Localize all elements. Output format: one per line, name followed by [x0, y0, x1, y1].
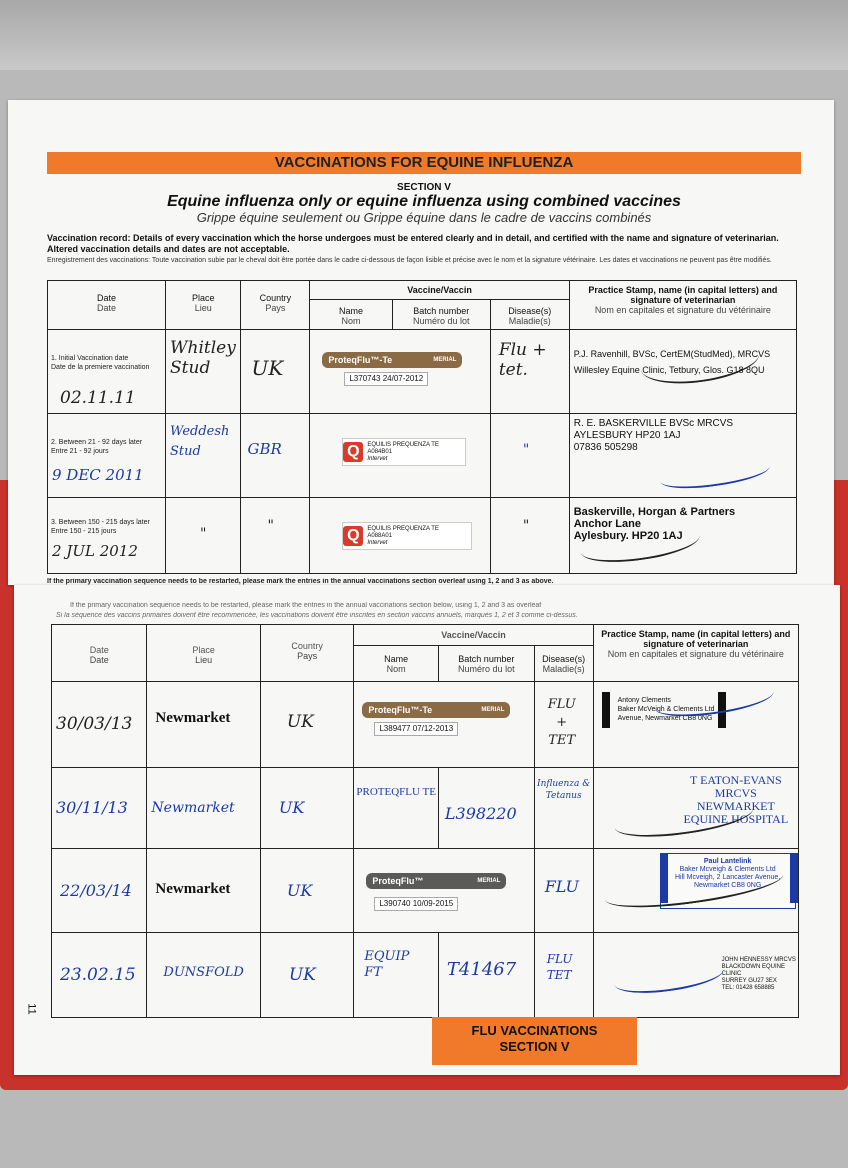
- vet-practice: Baker Mcveigh & Clements Ltd: [679, 866, 776, 873]
- vaccine-name: ProteqFlu™-Te: [328, 355, 393, 365]
- col-country-fr: Pays: [265, 303, 286, 313]
- col-date: Date: [89, 645, 109, 655]
- col-batch: Batch number: [413, 306, 470, 316]
- vaccine-name: EQUILIS PREQUENZA TE: [367, 441, 439, 448]
- vaccination-date: 22/03/14: [60, 881, 132, 900]
- record-instructions: Vaccination record: Details of every vaccination which the horse undergoes must be entered clearly and in detail, and certified with the name and signature of veterinarian. Altered vaccination details and dates are not acceptable.: [47, 233, 779, 254]
- vaccine-name: ProteqFlu™: [372, 876, 424, 886]
- batch-number: A088A01: [367, 532, 393, 539]
- disease: ": [522, 442, 530, 458]
- row-label: 1. Initial Vaccination date: [51, 355, 129, 362]
- row-label: 2. Between 21 - 92 days later: [51, 439, 143, 446]
- restart-note: If the primary vaccination sequence needs to be restarted, please mark the entries in the annual vaccinations section overleaf using 1, 2 and 3 as above.: [47, 578, 554, 585]
- batch-number: A084B01: [367, 448, 393, 455]
- vaccine-maker: MERIAL: [433, 357, 457, 363]
- primary-row: [48, 414, 797, 498]
- disease: Influenza & Tetanus: [537, 779, 591, 801]
- vet-town: Aylesbury. HP20 1AJ: [573, 530, 683, 542]
- vaccination-country: UK: [251, 356, 284, 380]
- annual-row: [52, 849, 799, 933]
- col-disease-fr: Maladie(s): [542, 664, 585, 674]
- col-name: Name: [384, 654, 409, 664]
- col-batch-fr: Numéro du lot: [458, 664, 515, 674]
- page-subtitle: Grippe équine seulement ou Grippe équine dans le cadre de vaccins combinés: [196, 210, 652, 225]
- disease: ": [522, 518, 530, 534]
- vaccine-maker: Intervet: [367, 539, 388, 546]
- col-place-fr: Lieu: [194, 303, 212, 313]
- annual-row: [52, 768, 799, 849]
- footer-section: SECTION V: [499, 1039, 570, 1054]
- row-label-fr: Entre 150 - 215 jours: [51, 528, 117, 535]
- vet-practice: Willesley Equine Clinic, Tetbury, Glos. G18 8QU: [573, 365, 765, 375]
- primary-row: [48, 330, 797, 414]
- page-title: Equine influenza only or equine influenza using combined vaccines: [167, 193, 681, 210]
- primary-vaccination-table: [47, 280, 797, 574]
- vet-address: AYLESBURY HP20 1AJ: [573, 430, 681, 441]
- col-practice-fr: Nom en capitales et signature du vétérinaire: [607, 649, 784, 659]
- vet-practice: Baker McVeigh & Clements Ltd: [617, 706, 715, 713]
- vet-town: NEWMARKET: [696, 799, 775, 813]
- annual-vaccination-table: [51, 624, 799, 1018]
- vaccination-date: 2 JUL 2012: [52, 542, 138, 560]
- vet-practice: BLACKDOWN EQUINE CLINIC: [721, 964, 785, 977]
- restart-note-lower: If the primary vaccination sequence needs to be restarted, please mark the entries in the annual vaccinations section below, using 1, 2 and 3 as overleaf: [70, 602, 542, 609]
- page-number: 11: [25, 1003, 38, 1015]
- annual-row: [52, 933, 799, 1018]
- col-place: Place: [192, 645, 215, 655]
- col-vaccine: Vaccine/Vaccin: [354, 625, 593, 646]
- vaccine-sticker: [366, 873, 506, 889]
- vaccination-date: 30/03/13: [56, 714, 133, 734]
- col-place: Place: [192, 293, 215, 303]
- disease: Flu + tet.: [498, 340, 547, 380]
- vaccine-maker: MERIAL: [477, 878, 501, 884]
- record-instructions-fr: Enregistrement des vaccinations: Toute vaccination subie par le cheval doit être portée dans le cadre ci-dessous de façon lisible et précise avec le nom et la signature vétérinaire. Les dates et vaccinations ne peuvent pas être modifiés.: [47, 257, 772, 264]
- disease: FLU + TET: [547, 697, 576, 748]
- restart-note-fr: Si la séquence des vaccins primaires doivent être recommencée, les vaccinations doivent être inscrites en section vaccins annuels, marqués 1, 2 et 3 comme ci-dessus.: [56, 612, 578, 619]
- col-disease: Disease(s): [542, 654, 586, 664]
- col-batch: Batch number: [458, 654, 515, 664]
- batch-number: L398220: [444, 804, 517, 823]
- batch-number: L389477 07/12-2013: [374, 722, 458, 736]
- vaccination-date: 30/11/13: [56, 798, 128, 817]
- vaccination-place: Newmarket: [155, 881, 231, 897]
- vaccination-date: 23.02.15: [60, 965, 136, 985]
- col-date-fr: Date: [89, 655, 109, 665]
- vaccination-place: Newmarket: [151, 800, 235, 816]
- vet-name: Antony Clements: [617, 697, 671, 704]
- vet-name: Paul Lantelink: [703, 858, 752, 865]
- vaccine-name: ProteqFlu™-Te: [368, 705, 433, 715]
- vet-name: T EATON-EVANS MRCVS: [689, 773, 782, 800]
- vet-address: SURREY GU27 3EX: [721, 978, 777, 984]
- section-number: SECTION V: [397, 182, 451, 193]
- section-banner: VACCINATIONS FOR EQUINE INFLUENZA: [47, 152, 801, 174]
- col-practice-fr: Nom en capitales et signature du vétérinaire: [594, 305, 771, 315]
- col-date-fr: Date: [97, 303, 117, 313]
- vet-street: Anchor Lane: [573, 518, 641, 530]
- col-country: Country: [291, 641, 323, 651]
- vaccination-country: UK: [278, 798, 305, 817]
- footer-title: FLU VACCINATIONS: [471, 1023, 598, 1038]
- vaccine-name: EQUIP FT: [364, 949, 410, 980]
- col-disease: Disease(s): [508, 306, 552, 316]
- vaccination-place: Newmarket: [155, 710, 231, 726]
- vaccination-place: DUNSFOLD: [163, 965, 244, 980]
- col-vaccine: Vaccine/Vaccin: [310, 281, 569, 300]
- vaccine-sticker: [362, 702, 510, 718]
- scan-background-top: [0, 0, 848, 70]
- primary-row: [48, 498, 797, 574]
- vet-name: R. E. BASKERVILLE BVSc MRCVS: [573, 418, 734, 429]
- batch-number: L390740 10/09-2015: [374, 897, 458, 911]
- vet-name: JOHN HENNESSY MRCVS: [721, 957, 796, 963]
- row-label-fr: Date de la premiere vaccination: [51, 364, 150, 371]
- vaccination-country: UK: [288, 965, 316, 985]
- col-country: Country: [259, 293, 292, 303]
- stamp-bar: [602, 692, 610, 728]
- vaccination-date: 02.11.11: [60, 388, 136, 408]
- vaccine-maker: MERIAL: [481, 707, 505, 713]
- vet-signature: [659, 454, 771, 493]
- footer-tab: [432, 1017, 637, 1065]
- col-name: Name: [338, 306, 363, 316]
- q-logo-icon: Q: [343, 442, 363, 462]
- vaccination-date: 9 DEC 2011: [52, 466, 144, 484]
- row-label-fr: Entre 21 - 92 jours: [51, 448, 109, 455]
- batch-number: L370743 24/07-2012: [344, 372, 428, 386]
- vaccination-country: GBR: [247, 440, 282, 458]
- col-disease-fr: Maladie(s): [508, 316, 551, 326]
- vaccine-maker: Intervet: [367, 455, 388, 462]
- vet-phone: TEL: 01428 658885: [721, 985, 775, 991]
- annual-row: [52, 682, 799, 768]
- col-batch-fr: Numéro du lot: [412, 316, 470, 326]
- vaccination-place: Whitley Stud: [170, 338, 236, 378]
- col-practice: Practice Stamp, name (in capital letters) and signature of veterinarian: [601, 629, 791, 649]
- stamp-bar: [790, 853, 798, 903]
- col-place-fr: Lieu: [195, 655, 213, 665]
- q-logo-icon: Q: [343, 526, 363, 546]
- vet-practice: EQUINE HOSPITAL: [683, 812, 789, 826]
- vaccination-place: ": [200, 526, 207, 542]
- vaccination-country: ": [267, 518, 274, 534]
- vet-name: P.J. Ravenhill, BVSc, CertEM(StudMed), MRCVS: [573, 349, 771, 359]
- disease: FLU TET: [546, 952, 573, 982]
- vaccine-name: EQUILIS PREQUENZA TE: [367, 525, 439, 532]
- vet-address: Hill Mcveigh, 2 Lancaster Avenue, Newmarket CB8 0NG: [674, 874, 781, 889]
- vaccine-sticker: [322, 352, 462, 368]
- disease: FLU: [544, 877, 580, 896]
- col-practice: Practice Stamp, name (in capital letters) and signature of veterinarian: [588, 285, 778, 305]
- vet-practice: Baskerville, Horgan & Partners: [573, 506, 736, 518]
- row-label: 3. Between 150 - 215 days later: [51, 519, 150, 526]
- vet-phone: 07836 505298: [573, 442, 638, 453]
- col-name-fr: Nom: [386, 664, 406, 674]
- vaccine-name: PROTEQFLU TE: [356, 786, 436, 798]
- batch-number: T41467: [446, 959, 517, 980]
- vaccination-country: UK: [286, 881, 313, 900]
- vet-address: Avenue, Newmarket CB8 0NG: [617, 715, 713, 722]
- vaccination-place: Weddesh Stud: [170, 424, 230, 459]
- vaccine-sticker: [342, 522, 472, 550]
- col-country-fr: Pays: [297, 651, 318, 661]
- vaccine-sticker: [342, 438, 466, 466]
- col-name-fr: Nom: [341, 316, 361, 326]
- vaccination-country: UK: [286, 712, 314, 732]
- col-date: Date: [97, 293, 117, 303]
